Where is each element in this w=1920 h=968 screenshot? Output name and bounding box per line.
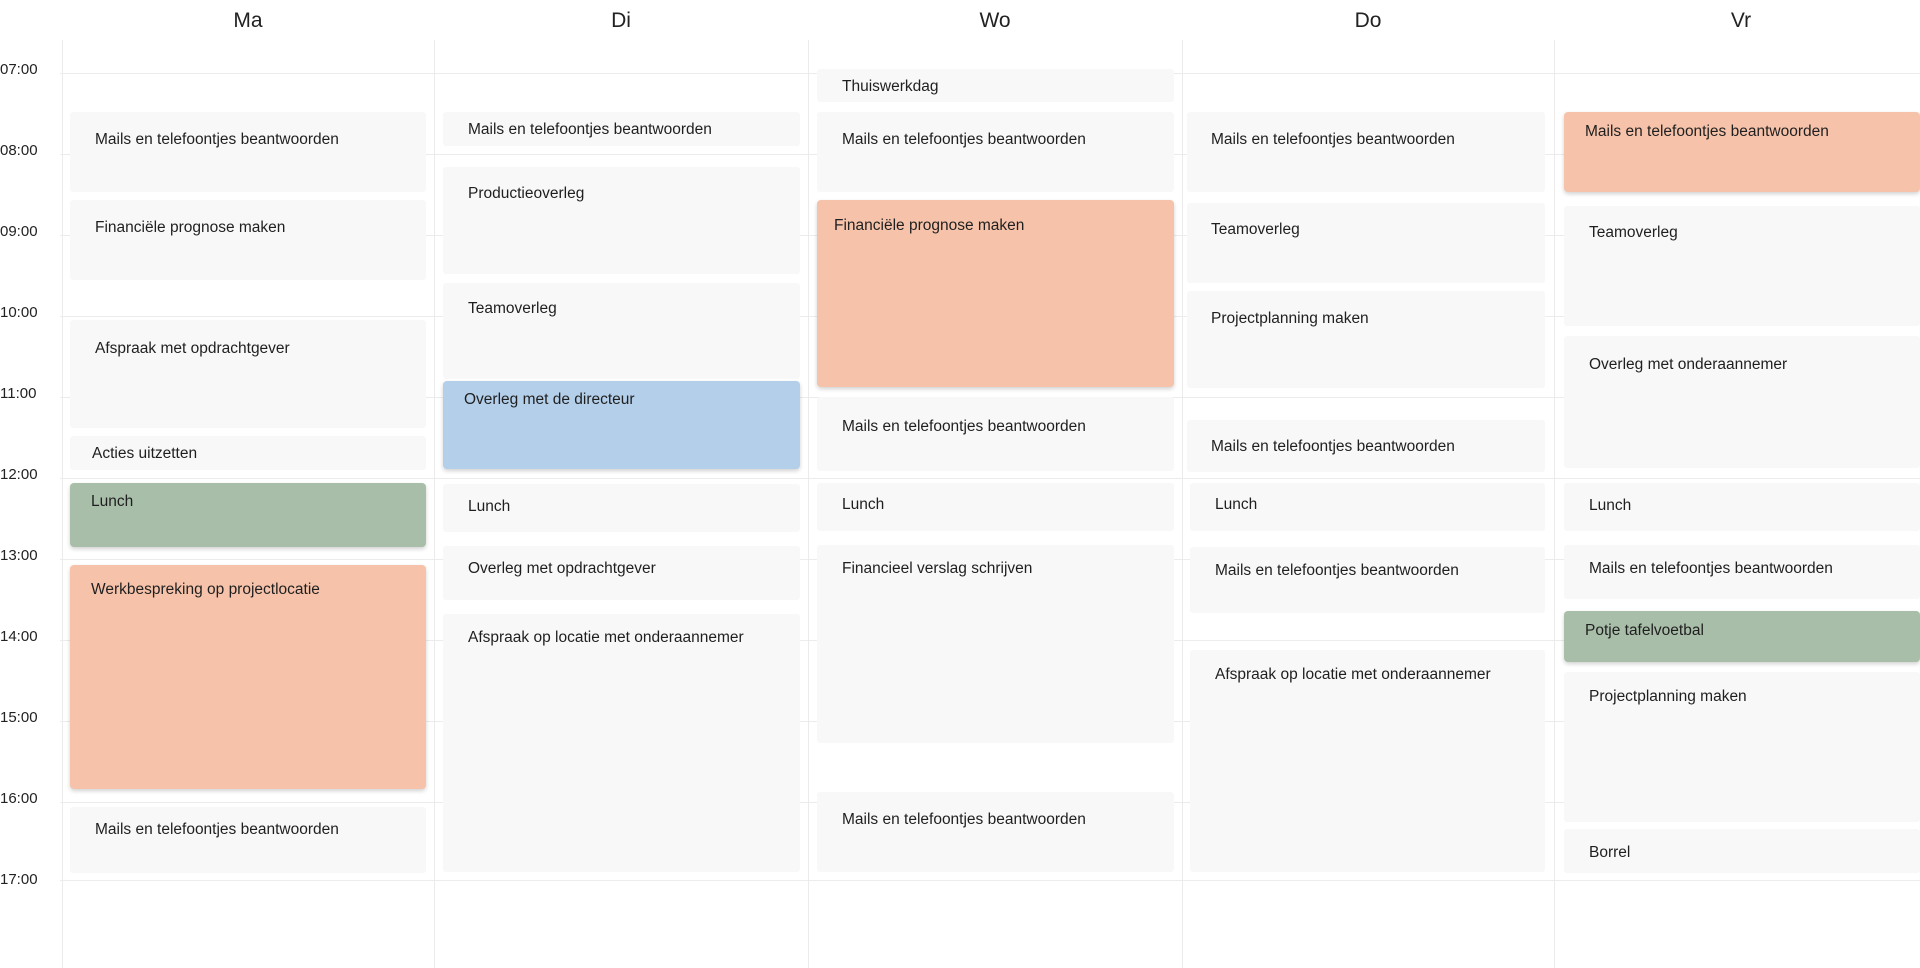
column-divider (1554, 40, 1555, 968)
event-label: Afspraak op locatie met onderaannemer (1215, 666, 1491, 683)
event-do-lunch[interactable] (1190, 483, 1545, 531)
event-label: Potje tafelvoetbal (1585, 622, 1704, 639)
time-label: 15:00 (0, 709, 38, 726)
event-label: Projectplanning maken (1211, 310, 1369, 327)
event-wo-mails-3[interactable] (817, 792, 1174, 872)
event-label: Teamoverleg (468, 300, 557, 317)
event-label: Lunch (1589, 497, 1632, 514)
event-label: Lunch (842, 496, 885, 513)
event-wo-financiele-prognose[interactable] (817, 200, 1174, 387)
event-label: Mails en telefoontjes beantwoorden (842, 418, 1086, 435)
time-label: 14:00 (0, 628, 38, 645)
event-di-productieoverleg[interactable] (443, 167, 800, 274)
time-label: 07:00 (0, 61, 38, 78)
event-wo-mails-1[interactable] (817, 112, 1174, 192)
time-label: 16:00 (0, 790, 38, 807)
event-di-overleg-directeur[interactable] (443, 381, 800, 469)
event-label: Teamoverleg (1589, 224, 1678, 241)
event-label: Werkbespreking op projectlocatie (91, 581, 320, 598)
event-ma-financiele-prognose[interactable] (70, 200, 426, 280)
event-do-afspraak-onderaannemer[interactable] (1190, 650, 1545, 872)
time-label: 17:00 (0, 871, 38, 888)
event-wo-lunch[interactable] (817, 483, 1174, 531)
event-ma-lunch[interactable] (70, 483, 426, 547)
event-do-teamoverleg[interactable] (1187, 203, 1545, 283)
time-label: 08:00 (0, 142, 38, 159)
event-label: Mails en telefoontjes beantwoorden (1585, 123, 1829, 140)
event-do-mails-1[interactable] (1187, 112, 1545, 192)
event-ma-werkbespreking[interactable] (70, 565, 426, 789)
event-di-teamoverleg[interactable] (443, 283, 800, 379)
event-vr-lunch[interactable] (1564, 483, 1920, 531)
event-di-lunch[interactable] (443, 484, 800, 532)
event-label: Lunch (91, 493, 134, 510)
event-label: Mails en telefoontjes beantwoorden (1215, 562, 1459, 579)
event-vr-overleg-onderaannemer[interactable] (1564, 336, 1920, 468)
event-label: Mails en telefoontjes beantwoorden (95, 821, 339, 838)
hour-line (60, 478, 1920, 479)
event-label: Mails en telefoontjes beantwoorden (1589, 560, 1833, 577)
day-header-di: Di (611, 9, 631, 32)
event-label: Financiële prognose maken (95, 219, 286, 236)
event-label: Mails en telefoontjes beantwoorden (95, 131, 339, 148)
event-do-mails-3[interactable] (1190, 547, 1545, 613)
event-ma-mails-2[interactable] (70, 807, 426, 873)
event-label: Overleg met onderaannemer (1589, 356, 1788, 373)
event-label: Lunch (468, 498, 511, 515)
event-label: Overleg met de directeur (464, 391, 635, 408)
column-divider (62, 40, 63, 968)
event-wo-mails-2[interactable] (817, 397, 1174, 471)
time-label: 10:00 (0, 304, 38, 321)
event-label: Lunch (1215, 496, 1258, 513)
event-do-projectplanning[interactable] (1187, 291, 1545, 388)
event-label: Mails en telefoontjes beantwoorden (1211, 131, 1455, 148)
event-vr-potje-tafelvoetbal[interactable] (1564, 611, 1920, 662)
day-header-vr: Vr (1730, 9, 1752, 32)
day-header-ma: Ma (233, 9, 263, 32)
time-label: 09:00 (0, 223, 38, 240)
hour-line (60, 880, 1920, 881)
event-vr-borrel[interactable] (1564, 829, 1920, 873)
event-di-mails[interactable] (443, 112, 800, 146)
event-vr-teamoverleg[interactable] (1564, 206, 1920, 326)
event-label: Projectplanning maken (1589, 688, 1747, 705)
event-vr-mails-2[interactable] (1564, 545, 1920, 599)
event-label: Productieoverleg (468, 185, 585, 202)
column-divider (1182, 40, 1183, 968)
event-label: Afspraak met opdrachtgever (95, 340, 290, 357)
event-wo-financieel-verslag[interactable] (817, 545, 1174, 743)
event-label: Financieel verslag schrijven (842, 560, 1033, 577)
event-ma-afspraak-opdrachtgever[interactable] (70, 320, 426, 428)
event-label: Borrel (1589, 844, 1631, 861)
event-label: Mails en telefoontjes beantwoorden (1211, 438, 1455, 455)
event-label: Mails en telefoontjes beantwoorden (842, 131, 1086, 148)
event-di-afspraak-onderaannemer[interactable] (443, 614, 800, 872)
event-label: Financiële prognose maken (834, 217, 1025, 234)
event-label: Afspraak op locatie met onderaannemer (468, 629, 744, 646)
column-divider (808, 40, 809, 968)
event-do-mails-2[interactable] (1187, 420, 1545, 472)
event-label: Thuiswerkdag (842, 78, 939, 95)
event-di-overleg-opdrachtgever[interactable] (443, 546, 800, 600)
day-header-do: Do (1354, 9, 1382, 32)
event-label: Overleg met opdrachtgever (468, 560, 656, 577)
time-label: 13:00 (0, 547, 38, 564)
time-label: 12:00 (0, 466, 38, 483)
event-ma-acties-uitzetten[interactable] (70, 436, 426, 470)
day-header-wo: Wo (979, 9, 1011, 32)
event-label: Acties uitzetten (92, 445, 198, 462)
time-label: 11:00 (0, 385, 37, 402)
column-divider (434, 40, 435, 968)
event-label: Mails en telefoontjes beantwoorden (468, 121, 712, 138)
event-label: Mails en telefoontjes beantwoorden (842, 811, 1086, 828)
event-vr-projectplanning[interactable] (1564, 672, 1920, 822)
event-vr-mails-1[interactable] (1564, 112, 1920, 192)
event-ma-mails-1[interactable] (70, 112, 426, 192)
event-wo-thuiswerkdag[interactable] (817, 69, 1174, 102)
event-label: Teamoverleg (1211, 221, 1300, 238)
